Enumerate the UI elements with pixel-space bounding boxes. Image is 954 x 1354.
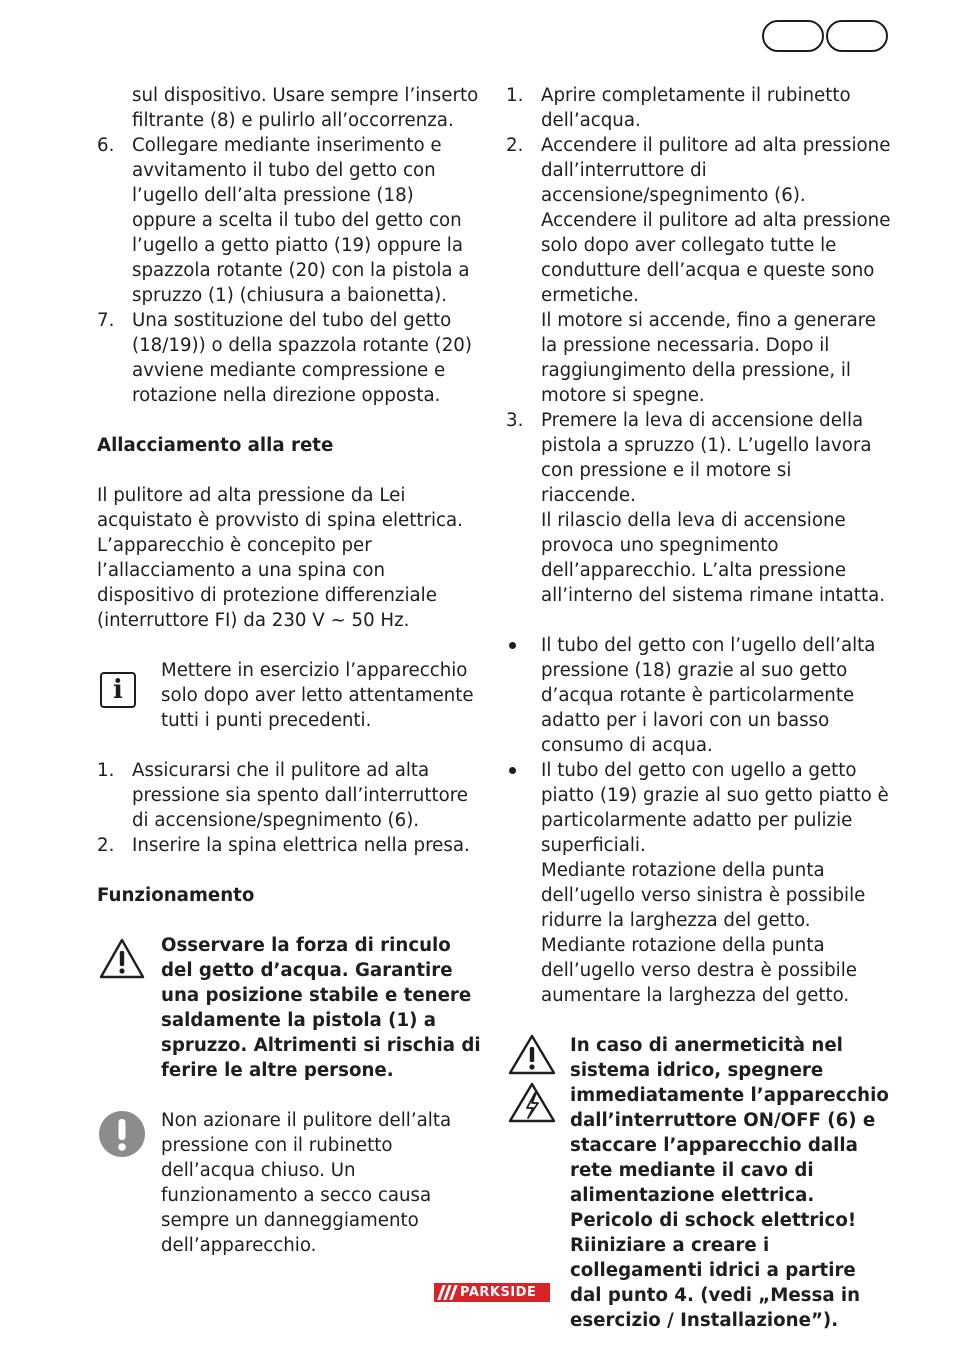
info-note-text: Mettere in esercizio l’apparecchio solo dopo aver letto attentamente tutti i punti precedenti. (161, 660, 474, 731)
left-column (97, 83, 482, 1258)
step-number: 7. (97, 310, 115, 331)
caution-note-text: Non azionare il pulitore dell’alta pressione con il rubinetto dell’acqua chiuso. Un funzionamento a secco causa sempre un danneggiamento dell’apparecchio. (161, 1110, 452, 1256)
step-number: 2. (506, 135, 524, 156)
nozzle-bullets (506, 633, 892, 1008)
warning-note (97, 933, 482, 1083)
step-text: Una sostituzione del tubo del getto (18/19)) o della spazzola rotante (20) avviene mediante compressione e rotazione nella direzione opposta. (132, 310, 472, 406)
parkside-logo (434, 1283, 550, 1302)
step-extra-text: Il rilascio della leva di accensione provoca uno spegnimento dell’apparecchio. L’alta pressione all’interno del sistema rimane intatta. (541, 510, 885, 606)
danger-note-text: In caso di anermeticità nel sistema idrico, spegnere immediatamente l’apparecchio dall’interruttore ON/OFF (6) e staccare l’apparecchio dalla rete mediante il cavo di alimentazione elettrica. Pericolo di schock elettrico! Riiniziare a creare i collegamenti idrici a partire dal punto 4. (vedi „Messa in esercizio / Installazione”). (570, 1035, 889, 1331)
bullet-extra-text: Mediante rotazione della punta dell’ugello verso sinistra è possibile ridurre la larghezza del getto. Mediante rotazione della punta dell’ugello verso destra è possibile aumentare la larghezza del getto. (541, 860, 866, 1006)
step-1 (506, 83, 892, 133)
info-icon: i (100, 672, 136, 708)
logo-stripes-icon (434, 1283, 460, 1302)
step-6 (97, 133, 482, 308)
step-text: Premere la leva di accensione della pistola a spruzzo (1). L’ugello lavora con pressione e il motore si riaccende. (541, 410, 872, 506)
bullet-item (506, 758, 892, 1008)
step-1 (97, 758, 482, 833)
step-text: Accendere il pulitore ad alta pressione dall’interruttore di accensione/spegnimento (6). Accendere il pulitore ad alta pressione solo dopo aver collegato tutte le condutture dell’acqua e queste sono ermetiche. (541, 135, 891, 306)
language-pill-right (826, 20, 888, 52)
assembly-steps (97, 133, 482, 408)
heading-funzionamento: Funzionamento (97, 885, 255, 906)
bullet-text: Il tubo del getto con l’ugello dell’alta pressione (18) grazie al suo getto d’acqua rotante è particolarmente adatto per i lavori con un basso consumo di acqua. (541, 635, 876, 756)
step-text: Collegare mediante inserimento e avvitamento il tubo del getto con l’ugello dell’alta pressione (18) oppure a scelta il tubo del getto con l’ugello a getto piatto (19) oppure la spazzola rotante (20) con la pistola a spruzzo (1) (chiusura a baionetta). (132, 135, 470, 306)
language-pill-left (762, 20, 824, 52)
heading-allacciamento: Allacciamento alla rete (97, 435, 334, 456)
logo-text: PARKSIDE (460, 1285, 537, 1300)
bullet-icon (509, 642, 516, 649)
step-3 (506, 408, 892, 608)
step-number: 2. (97, 835, 115, 856)
step-2 (506, 133, 892, 408)
step-text: Inserire la spina elettrica nella presa. (132, 835, 470, 856)
info-note (97, 658, 482, 733)
step-number: 1. (97, 760, 115, 781)
danger-note (506, 1033, 892, 1333)
step-7 (97, 308, 482, 408)
bullet-icon (509, 767, 516, 774)
step-extra-text: Il motore si accende, fino a generare la pressione necessaria. Dopo il raggiungimento della pressione, il motore si spegne. (541, 310, 876, 406)
bullet-text: Il tubo del getto con ugello a getto piatto (19) grazie al suo getto piatto è particolarmente adatto per pulizie superficiali. (541, 760, 889, 856)
warning-triangle-icon (99, 937, 145, 979)
bullet-item (506, 633, 892, 758)
electric-shock-icon (508, 1081, 556, 1123)
connection-steps (97, 758, 482, 858)
paragraph-allacciamento: Il pulitore ad alta pressione da Lei acquistato è provvisto di spina elettrica. L’apparecchio è concepito per l’allacciamento a una spina con dispositivo di protezione differenziale (interruttore FI) da 230 V ~ 50 Hz. (97, 485, 463, 631)
step-text: Aprire completamente il rubinetto dell’acqua. (541, 85, 851, 131)
step-number: 6. (97, 135, 115, 156)
right-column (506, 83, 892, 1333)
step-number: 1. (506, 85, 524, 106)
operation-steps (506, 83, 892, 608)
warning-note-text: Osservare la forza di rinculo del getto d’acqua. Garantire una posizione stabile e tenere saldamente la pistola (1) a spruzzo. Altrimenti si rischia di ferire le altre persone. (161, 935, 481, 1081)
step-continuation: sul dispositivo. Usare sempre l’inserto filtrante (8) e pulirlo all’occorrenza. (132, 85, 479, 131)
caution-note (97, 1108, 482, 1258)
step-2 (97, 833, 482, 858)
warning-triangle-icon (508, 1033, 556, 1075)
caution-exclamation-icon (98, 1110, 146, 1158)
step-number: 3. (506, 410, 524, 431)
step-text: Assicurarsi che il pulitore ad alta pressione sia spento dall’interruttore di accensione/spegnimento (6). (132, 760, 468, 831)
